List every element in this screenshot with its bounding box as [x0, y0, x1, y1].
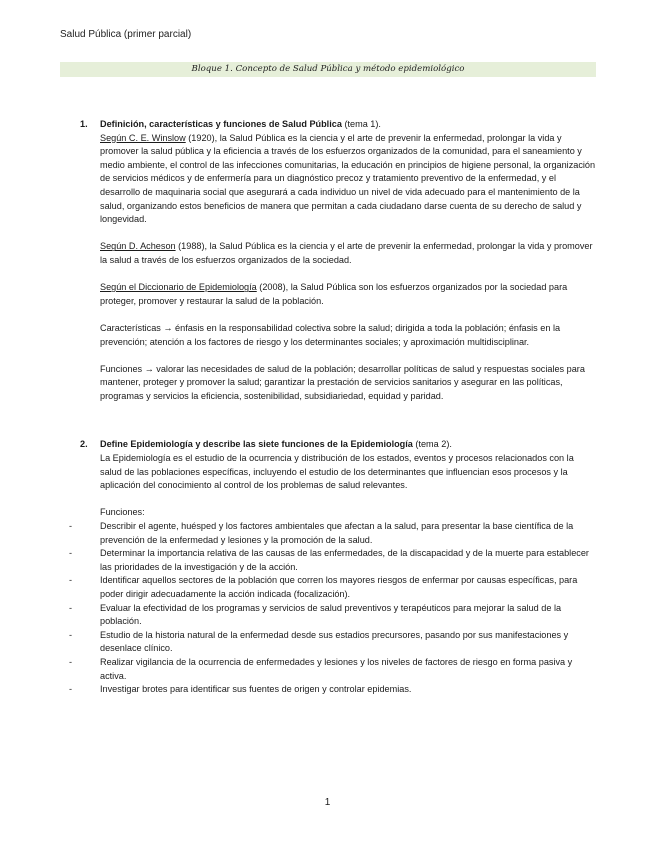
dash-bullet: - [68, 575, 72, 586]
section-banner: Bloque 1. Concepto de Salud Pública y método epidemiológico [60, 62, 596, 77]
question-heading [100, 118, 596, 132]
definition-diccionario [100, 281, 596, 308]
page-header-title: Salud Pública (primer parcial) [60, 29, 192, 40]
diccionario-reference: Según el Diccionario de Epidemiología [100, 282, 257, 293]
dash-bullet: - [68, 629, 72, 640]
question-title: Define Epidemiología y describe las siete funciones de la Epidemiología [100, 439, 413, 450]
list-item [68, 629, 596, 656]
winslow-text: (1920), la Salud Pública es la ciencia y el arte de prevenir la enfermedad, prolongar la vida y promover la salud pública y la eficiencia a través de los esfuerzos organizados de la comunidad, para el saneamiento y medio ambiente, el control de las infecciones comunitarias, la educación en principios de higiene personal, la organización de servicios médicos y de enfermería para un diagnóstico precoz y tratamiento preventivo de la enfermedad, y el desarrollo de maquinaria social que asegurará a cada individuo un nivel de vida adecuado para el mantenimiento de la salud, organizando estos beneficios de manera que permitan a cada ciudadano darse cuenta de su derecho de salud y longevidad. [100, 132, 596, 225]
list-item [68, 656, 596, 683]
definition-acheson [100, 240, 596, 267]
dash-bullet: - [68, 521, 72, 532]
question-heading [100, 438, 596, 452]
funciones-label: Funciones: [100, 507, 145, 518]
page-number: 1 [324, 797, 331, 808]
funciones-paragraph: Funciones → valorar las necesidades de salud de la población; desarrollar políticas de salud y respuestas sociales para mantener, proteger y promover la salud; garantizar la prestación de servicios sanitarios y asegurar en las políticas, programas y servicios la eficiencia, sostenibilidad, subsidiariedad, equidad y paridad. [100, 363, 585, 401]
question-2 [60, 438, 596, 696]
acheson-text: (1988), la Salud Pública es la ciencia y el arte de prevenir la enfermedad, prolongar la vida y promover la salud a través de los esfuerzos organizados de la sociedad. [100, 241, 593, 265]
question-number: 1. [80, 119, 88, 129]
list-item [68, 520, 596, 547]
list-item-text: Realizar vigilancia de la ocurrencia de enfermedades y lesiones y los niveles de factores de riesgo en forma pasiva y activa. [100, 656, 573, 681]
list-item [68, 602, 596, 629]
dash-bullet: - [68, 684, 72, 695]
acheson-reference: Según D. Acheson [100, 241, 176, 252]
question-title: Definición, características y funciones de Salud Pública [100, 119, 342, 129]
diccionario-text: (2008), la Salud Pública son los esfuerzos organizados por la sociedad para proteger, promover y restaurar la salud de la población. [100, 282, 568, 306]
winslow-reference: Según C. E. Winslow [100, 132, 186, 143]
question-number: 2. [80, 439, 88, 450]
list-item-text: Estudio de la historia natural de la enfermedad desde sus estadios precursores, pasando por sus manifestaciones y desenlace clínico. [100, 629, 569, 654]
question-tema: (tema 2). [412, 439, 452, 450]
list-item-text: Evaluar la efectividad de los programas y servicios de salud preventivos y terapéuticos para mejorar la salud de la población. [100, 602, 562, 627]
list-item [68, 574, 596, 601]
list-item-text: Describir el agente, huésped y los factores ambientales que afectan a la salud, para presentar la base científica de la prevención de la enfermedad y lesiones y la promoción de la salud. [100, 521, 574, 545]
document-body [60, 118, 596, 697]
list-item-text: Identificar aquellos sectores de la población que corren los mayores riesgos de enfermar por causas específicas, para poder dirigir adecuadamente la acción indicada (focalización). [100, 575, 578, 599]
dash-bullet: - [68, 548, 72, 559]
funciones-list [68, 520, 596, 697]
list-item [68, 547, 596, 574]
list-item-text: Determinar la importancia relativa de las causas de las enfermedades, de la discapacidad y de la muerte para establecer las prioridades de la investigación y de la acción. [100, 548, 589, 572]
definition-winslow [100, 132, 596, 227]
dash-bullet: - [68, 656, 72, 667]
list-item [68, 683, 596, 697]
caracteristicas-paragraph: Características → énfasis en la responsabilidad colectiva sobre la salud; dirigida a toda la población; énfasis en la prevención; atención a los factores de riesgo y los determinantes sociales; y aproximación multidisciplinar. [100, 322, 561, 347]
list-item-text: Investigar brotes para identificar sus fuentes de origen y controlar epidemias. [100, 684, 412, 695]
question-1 [60, 118, 596, 403]
epidemiologia-definition: La Epidemiología es el estudio de la ocurrencia y distribución de los estados, eventos y procesos relacionados con la salud de las poblaciones específicas, incluyendo el estudio de los determinantes que influencian esos procesos y la aplicación del conocimiento al control de los problemas de salud relevantes. [100, 453, 574, 491]
question-tema: (tema 1). [341, 119, 381, 129]
dash-bullet: - [68, 602, 72, 613]
